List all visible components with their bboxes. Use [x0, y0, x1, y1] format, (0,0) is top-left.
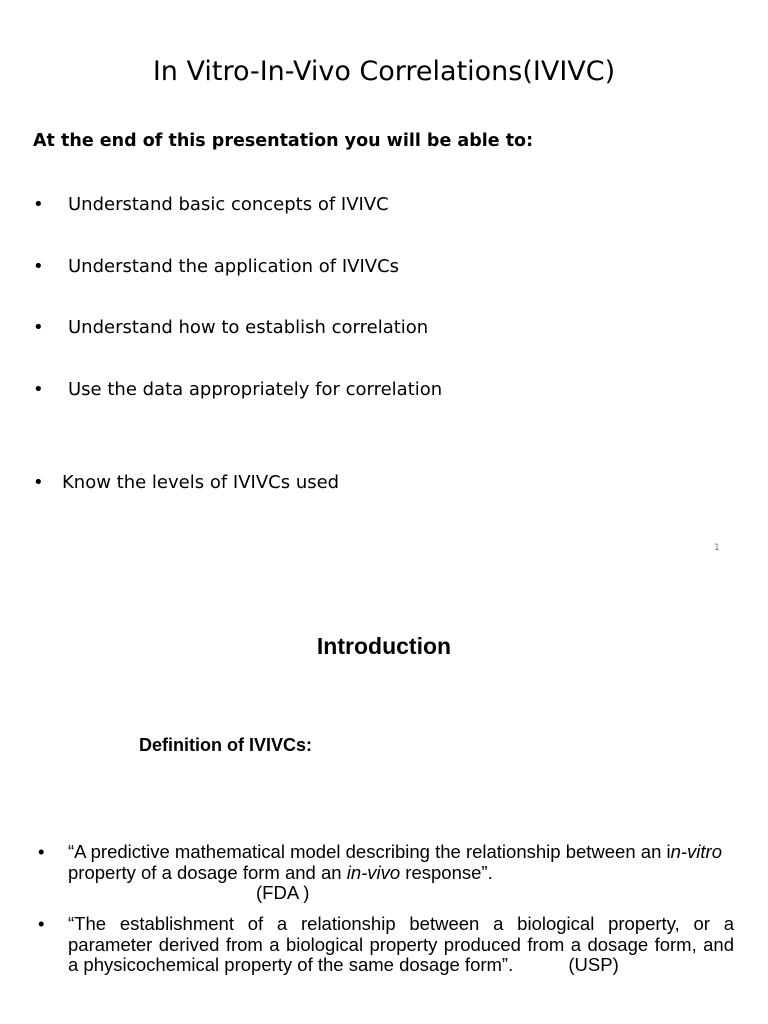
slide-title: In Vitro-In-Vivo Correlations(IVIVC) [152, 56, 616, 87]
objective-text: Use the data appropriately for correlation [68, 379, 443, 400]
definition-text: “A predictive mathematical model describing the relationship between an in-vitro property of a dosage form and an in-vivo response”. (FDA ) [68, 842, 734, 904]
bullet-icon: • [33, 472, 44, 493]
bullet-icon: • [33, 317, 44, 338]
source-citation: (FDA ) [256, 882, 310, 903]
bullet-icon: • [33, 194, 44, 215]
objective-text: Know the levels of IVIVCs used [62, 472, 340, 493]
bullet-icon: • [33, 379, 44, 400]
source-citation: (USP) [568, 954, 619, 975]
page-number: 1 [714, 543, 720, 553]
objective-text: Understand how to establish correlation [68, 317, 429, 338]
definition-heading: Definition of IVIVCs: [139, 735, 312, 755]
definition-text: “The establishment of a relationship between a biological property, or a parameter derived from a biological property produced from a dosage form, and a physicochemical property of the same dosage form”. (USP) [68, 913, 734, 975]
bullet-icon: • [33, 256, 44, 277]
objective-text: Understand the application of IVIVCs [68, 256, 400, 277]
slide-title: Introduction [316, 633, 452, 659]
slide-2 [0, 576, 768, 1024]
bullet-icon: • [38, 841, 45, 862]
objective-text: Understand basic concepts of IVIVC [68, 194, 389, 215]
bullet-icon: • [38, 913, 45, 934]
objectives-heading: At the end of this presentation you will be able to: [33, 131, 534, 151]
